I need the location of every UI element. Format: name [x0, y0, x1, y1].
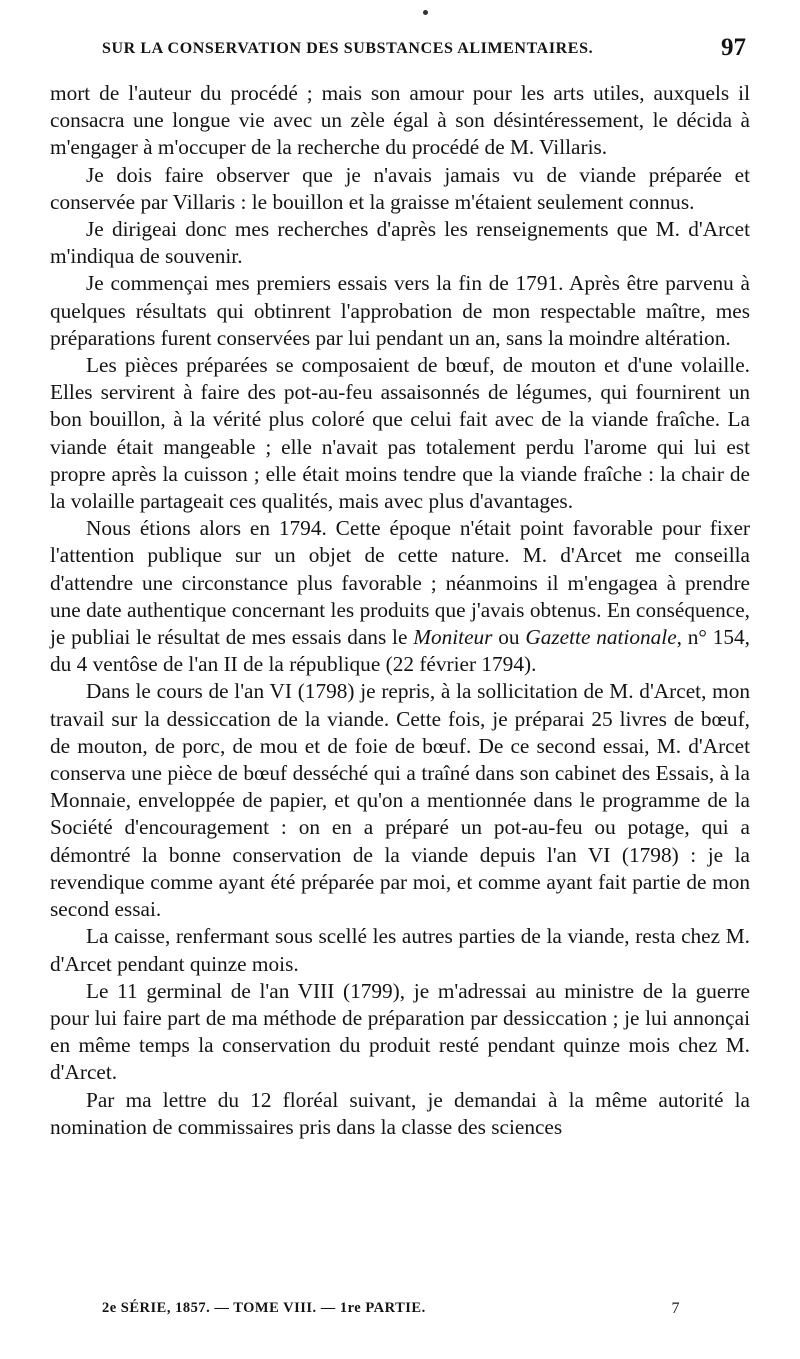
paragraph: Les pièces préparées se composaient de bœuf, de mouton et d'une volaille. Elles servirent à faire des pot-au-feu assaisonnés de légumes, qui fournirent un bon bouillon, à la vérité plus coloré que celui fait avec de la viande fraîche. La viande était mangeable ; elle n'avait pas totalement perdu l'arome qui lui est propre après la cuisson ; elle était moins tendre que la viande fraîche : la chair de la volaille partageait ces qualités, mais avec plus d'avantages. — [50, 353, 750, 514]
signature-line: 2e SÉRIE, 1857. — TOME VIII. — 1re PARTIE. — [102, 1300, 426, 1316]
page-header — [50, 28, 750, 64]
running-title: SUR LA CONSERVATION DES SUBSTANCES ALIMENTAIRES. — [102, 40, 594, 57]
body-text — [50, 80, 750, 1141]
newspaper-title: Gazette nationale — [525, 625, 677, 650]
paragraph: Je commençai mes premiers essais vers la fin de 1791. Après être parvenu à quelques résultats qui obtinrent l'approbation de mon respectable maître, mes préparations furent conservées par lui pendant un an, sans la moindre altération. — [50, 271, 750, 350]
paragraph: Le 11 germinal de l'an VIII (1799), je m'adressai au ministre de la guerre pour lui faire part de ma méthode de préparation par dessiccation ; je lui annonçai en même temps la conservation du produit resté pendant quinze mois chez M. d'Arcet. — [50, 978, 750, 1085]
paragraph: Je dirigeai donc mes recherches d'après les renseignements que M. d'Arcet m'indiqua de souvenir. — [50, 217, 750, 269]
paragraph: Dans le cours de l'an VI (1798) je repris, à la sollicitation de M. d'Arcet, mon travail sur la dessiccation de la viande. Cette fois, je préparai 25 livres de bœuf, de mouton, de porc, de mou et de foie de bœuf. De ce second essai, M. d'Arcet conserva une pièce de bœuf desséché qui a traîné dans son cabinet des Essais, à la Monnaie, enveloppée de papier, et qu'on a mentionnée dans le programme de la Société d'encouragement : on en a préparé un pot-au-feu ou potage, qui a démontré la bonne conservation de la viande depuis l'an VI (1798) : je la revendique comme ayant été préparée par moi, et comme ayant fait partie de mon second essai. — [50, 679, 750, 922]
page-footer — [50, 1300, 750, 1330]
paragraph: La caisse, renfermant sous scellé les autres parties de la viande, resta chez M. d'Arcet pendant quinze mois. — [50, 924, 750, 976]
page-number: 97 — [721, 34, 746, 61]
sheet-mark: 7 — [671, 1300, 680, 1317]
paragraph: mort de l'auteur du procédé ; mais son amour pour les arts utiles, auxquels il consacra une longue vie avec un zèle égal à son désintéressement, le décida à m'engager à m'occuper de la recherche du procédé de M. Villaris. — [50, 81, 750, 160]
paragraph — [50, 515, 750, 678]
newspaper-title: Moniteur — [413, 625, 493, 650]
paragraph: Par ma lettre du 12 floréal suivant, je demandai à la même autorité la nomination de commissaires pris dans la classe des sciences — [50, 1087, 750, 1139]
ink-dot — [423, 10, 428, 15]
paragraph-text: Nous étions alors en 1794. Cette époque n'était point favorable pour fixer l'attention publique sur un objet de cette nature. M. d'Arcet me conseilla d'attendre une circonstance plus favorable ; néanmoins il m'engagea à prendre une date authentique concernant les produits que j'avais obtenus. En conséquence, je publiai le résultat de mes essais dans le — [50, 516, 750, 650]
paragraph: Je dois faire observer que je n'avais jamais vu de viande préparée et conservée par Villaris : le bouillon et la graisse m'étaient seulement connus. — [50, 162, 750, 214]
paragraph-text: , n° 154, du 4 ventôse de l'an II de la république (22 février 1794). — [50, 625, 750, 677]
paragraph-text: ou — [492, 625, 526, 650]
book-page — [50, 28, 750, 1348]
